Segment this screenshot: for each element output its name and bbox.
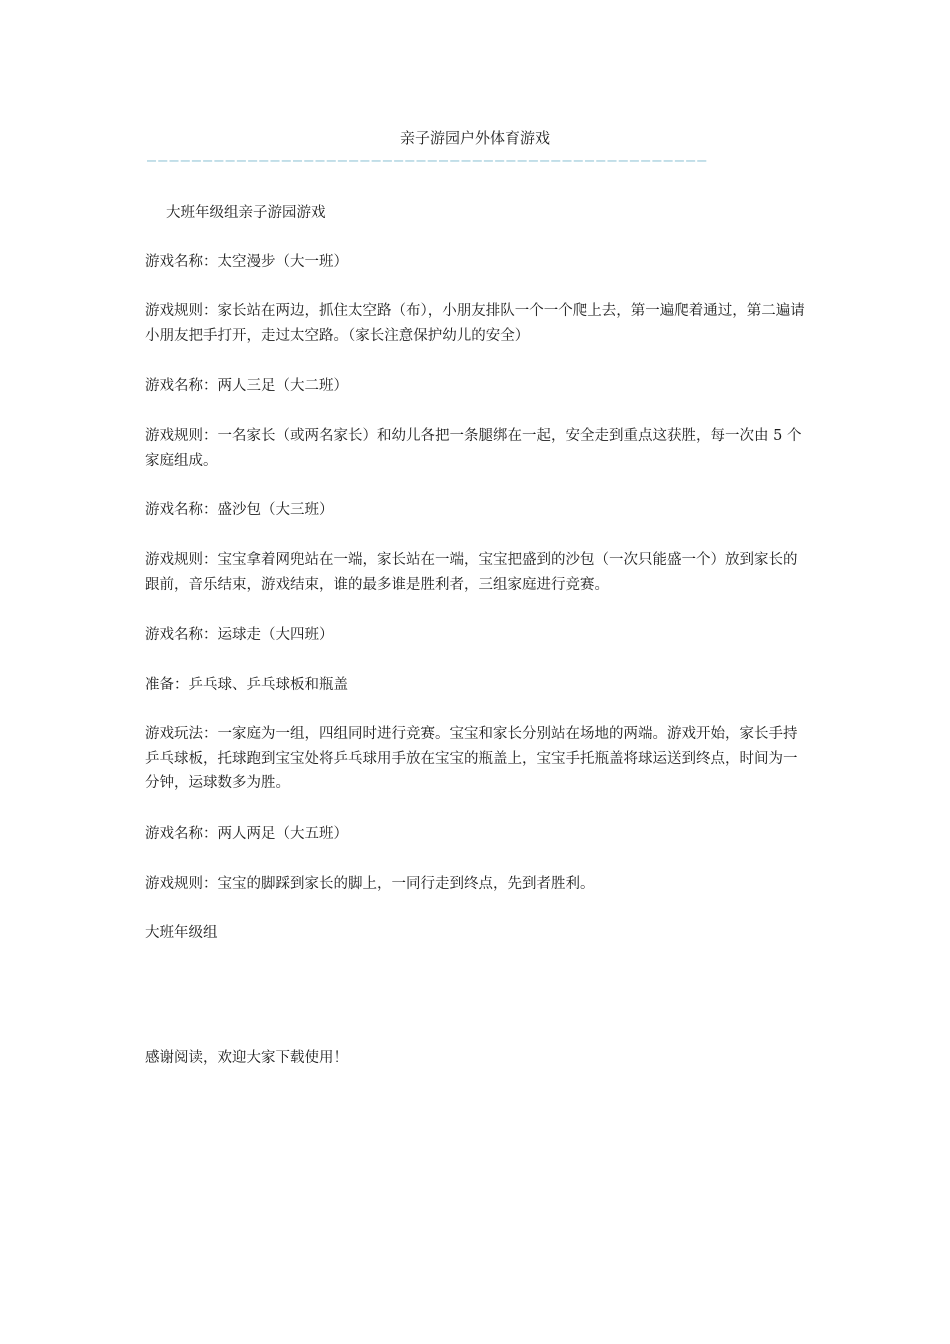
game-rule-1: 游戏规则：家长站在两边，抓住太空路（布），小朋友排队一个一个爬上去，第一遍爬着通过，第二遍请小朋友把手打开，走过太空路。（家长注意保护幼儿的安全） (145, 303, 805, 344)
game-rule-2: 游戏规则：一名家长（或两名家长）和幼儿各把一条腿绑在一起，安全走到重点这获胜，每一次由 5 个家庭组成。 (145, 428, 802, 469)
game-prep-4: 准备：乒乓球、乒乓球板和瓶盖 (145, 677, 348, 693)
title-divider: —————————————————————————————————————————————————— (147, 151, 709, 169)
closing-note: 感谢阅读，欢迎大家下载使用！ (145, 1050, 348, 1066)
document-title: 亲子游园户外体育游戏 (399, 129, 550, 147)
game-name-1: 游戏名称：太空漫步（大一班） (145, 254, 348, 270)
game-name-3: 游戏名称：盛沙包（大三班） (145, 502, 334, 518)
section-heading: 大班年级组亲子游园游戏 (166, 205, 326, 221)
game-rule-5: 游戏规则：宝宝的脚踩到家长的脚上，一同行走到终点，先到者胜利。 (145, 876, 595, 892)
game-name-5: 游戏名称：两人两足（大五班） (145, 826, 348, 842)
signature: 大班年级组 (145, 925, 218, 941)
game-name-4: 游戏名称：运球走（大四班） (145, 627, 334, 643)
game-name-2: 游戏名称：两人三足（大二班） (145, 378, 348, 394)
game-rule-3: 游戏规则：宝宝拿着网兜站在一端，家长站在一端，宝宝把盛到的沙包（一次只能盛一个）放到家长的跟前，音乐结束，游戏结束，谁的最多谁是胜利者，三组家庭进行竞赛。 (145, 552, 798, 593)
game-rule-4: 游戏玩法：一家庭为一组，四组同时进行竞赛。宝宝和家长分别站在场地的两端。游戏开始，家长手持乒乓球板，托球跑到宝宝处将乒乓球用手放在宝宝的瓶盖上，宝宝手托瓶盖将球运送到终点，时间为一分钟，运球数多为胜。 (145, 726, 798, 791)
